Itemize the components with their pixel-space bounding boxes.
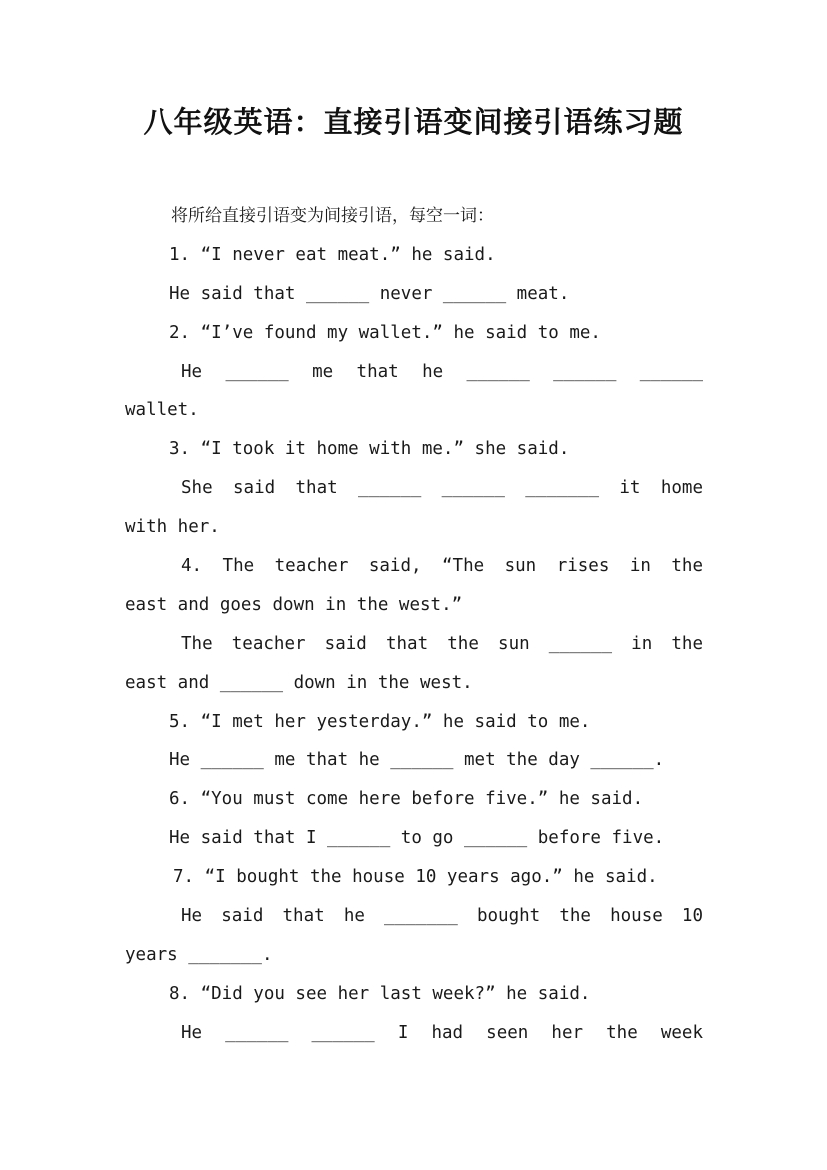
q7-answer: He said that he _______ bought the house 10 xyxy=(181,906,703,927)
q7-answer-cont: years _______. xyxy=(125,944,273,965)
exercise-body xyxy=(125,197,703,1053)
q6-prompt: 6. “You must come here before five.” he said. xyxy=(169,789,644,810)
q5-answer: He ______ me that he ______ met the day ______. xyxy=(169,750,665,771)
q6-answer: He said that I ______ to go ______ before five. xyxy=(169,828,665,849)
q1-answer: He said that ______ never ______ meat. xyxy=(169,283,570,304)
q2-prompt: 2. “I’ve found my wallet.” he said to me. xyxy=(169,322,601,343)
document-title: 八年级英语：直接引语变间接引语练习题 xyxy=(143,105,684,139)
q4-prompt-cont: east and goes down in the west.” xyxy=(125,594,463,615)
q7-prompt: 7. “I bought the house 10 years ago.” he said. xyxy=(173,867,658,888)
q4-answer: The teacher said that the sun ______ in the xyxy=(181,633,703,654)
q2-answer-cont: wallet. xyxy=(125,400,199,421)
q3-answer-cont: with her. xyxy=(125,517,220,538)
q4-answer-cont: east and ______ down in the west. xyxy=(125,672,473,693)
q5-prompt: 5. “I met her yesterday.” he said to me. xyxy=(169,711,591,732)
q8-prompt: 8. “Did you see her last week?” he said. xyxy=(169,983,591,1004)
q1-prompt: 1. “I never eat meat.” he said. xyxy=(169,244,496,265)
instruction-text: 将所给直接引语变为间接引语，每空一词： xyxy=(171,206,494,226)
q3-prompt: 3. “I took it home with me.” she said. xyxy=(169,439,570,460)
q3-answer: She said that ______ ______ _______ it home xyxy=(181,478,703,499)
q4-prompt: 4. The teacher said, “The sun rises in the xyxy=(181,556,703,577)
q8-answer: He ______ ______ I had seen her the week xyxy=(181,1022,703,1043)
q2-answer: He ______ me that he ______ ______ ______ xyxy=(181,361,703,382)
